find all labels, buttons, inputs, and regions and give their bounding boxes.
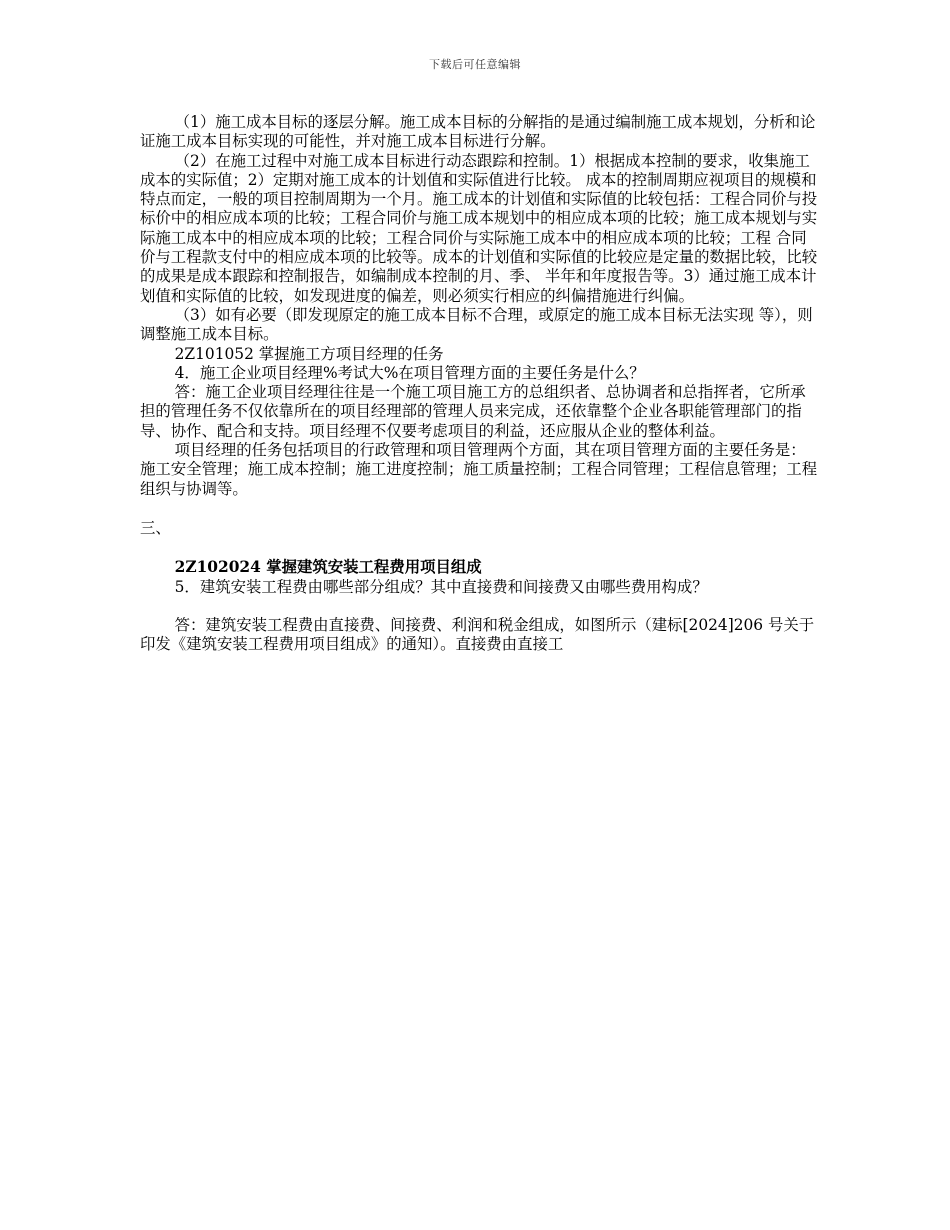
section-heading-construction-cost-items: 2Z102024 掌握建筑安装工程费用项目组成 [174,558,482,577]
section-heading-project-manager-tasks: 2Z101052 掌握施工方项目经理的任务 [174,344,444,363]
section-number-three: 三、 [140,518,171,537]
paragraph-adjust-cost-target: （3）如有必要（即发现原定的施工成本目标不合理，或原定的施工成本目标无法实现 等），则调整施工成本目标。 [140,305,813,344]
document-body [140,113,820,654]
paragraph-cost-target-decomposition: （1）施工成本目标的逐层分解。施工成本目标的分解指的是通过编制施工成本规划，分析和论证施工成本目标实现的可能性，并对施工成本目标进行分解。 [140,113,816,151]
paragraph-cost-dynamic-control: （2）在施工过程中对施工成本目标进行动态跟踪和控制。1）根据成本控制的要求，收集施工成本的实际值；2）定期对施工成本的计划值和实际值进行比较。 成本的控制周期应视项目的规模和特点而定，一般的项目控制周期为一个月。施工成本的计划值和实际值的比较包括：工程合同价与投标价中的相应成本项的比较；工程合同价与施工成本规划中的相应成本项的比较；施工成本规划与实际施工成本中的相应成本项的比较；工程合同价与实际施工成本中的相应成本项的比较；工程 合同价与工程款支付中的相应成本项的比较等。成本的计划值和实际值的比较应是定量的数据比较，比较的成果是成本跟踪和控制报告，如编制成本控制的月、季、 半年和年度报告等。3）通过施工成本计划值和实际值的比较，如发现进度的偏差，则必须实行相应的纠偏措施进行纠偏。 [140,151,818,305]
answer-4-part-2: 项目经理的任务包括项目的行政管理和项目管理两个方面，其在项目管理方面的主要任务是：施工安全管理；施工成本控制；施工进度控制；施工质量控制；工程合同管理；工程信息管理；工程组织与协调等。 [140,441,818,498]
question-4: 4．施工企业项目经理%考试大%在项目管理方面的主要任务是什么？ [174,363,645,382]
page-header: 下载后可任意编辑 [429,58,521,71]
question-5: 5．建筑安装工程费由哪些部分组成？其中直接费和间接费又由哪些费用构成？ [174,577,708,596]
answer-4-part-1: 答：施工企业项目经理往往是一个施工项目施工方的总组织者、总协调者和总指挥者，它所承担的管理任务不仅依靠所在的项目经理部的管理人员来完成，还依靠整个企业各职能管理部门的指导、协作、配合和支持。项目经理不仅要考虑项目的利益，还应服从企业的整体利益。 [140,383,806,440]
answer-5: 答：建筑安装工程费由直接费、间接费、利润和税金组成，如图所示（建标[2024]206 号关于印发《建筑安装工程费用项目组成》的通知）。直接费由直接工 [140,615,815,654]
